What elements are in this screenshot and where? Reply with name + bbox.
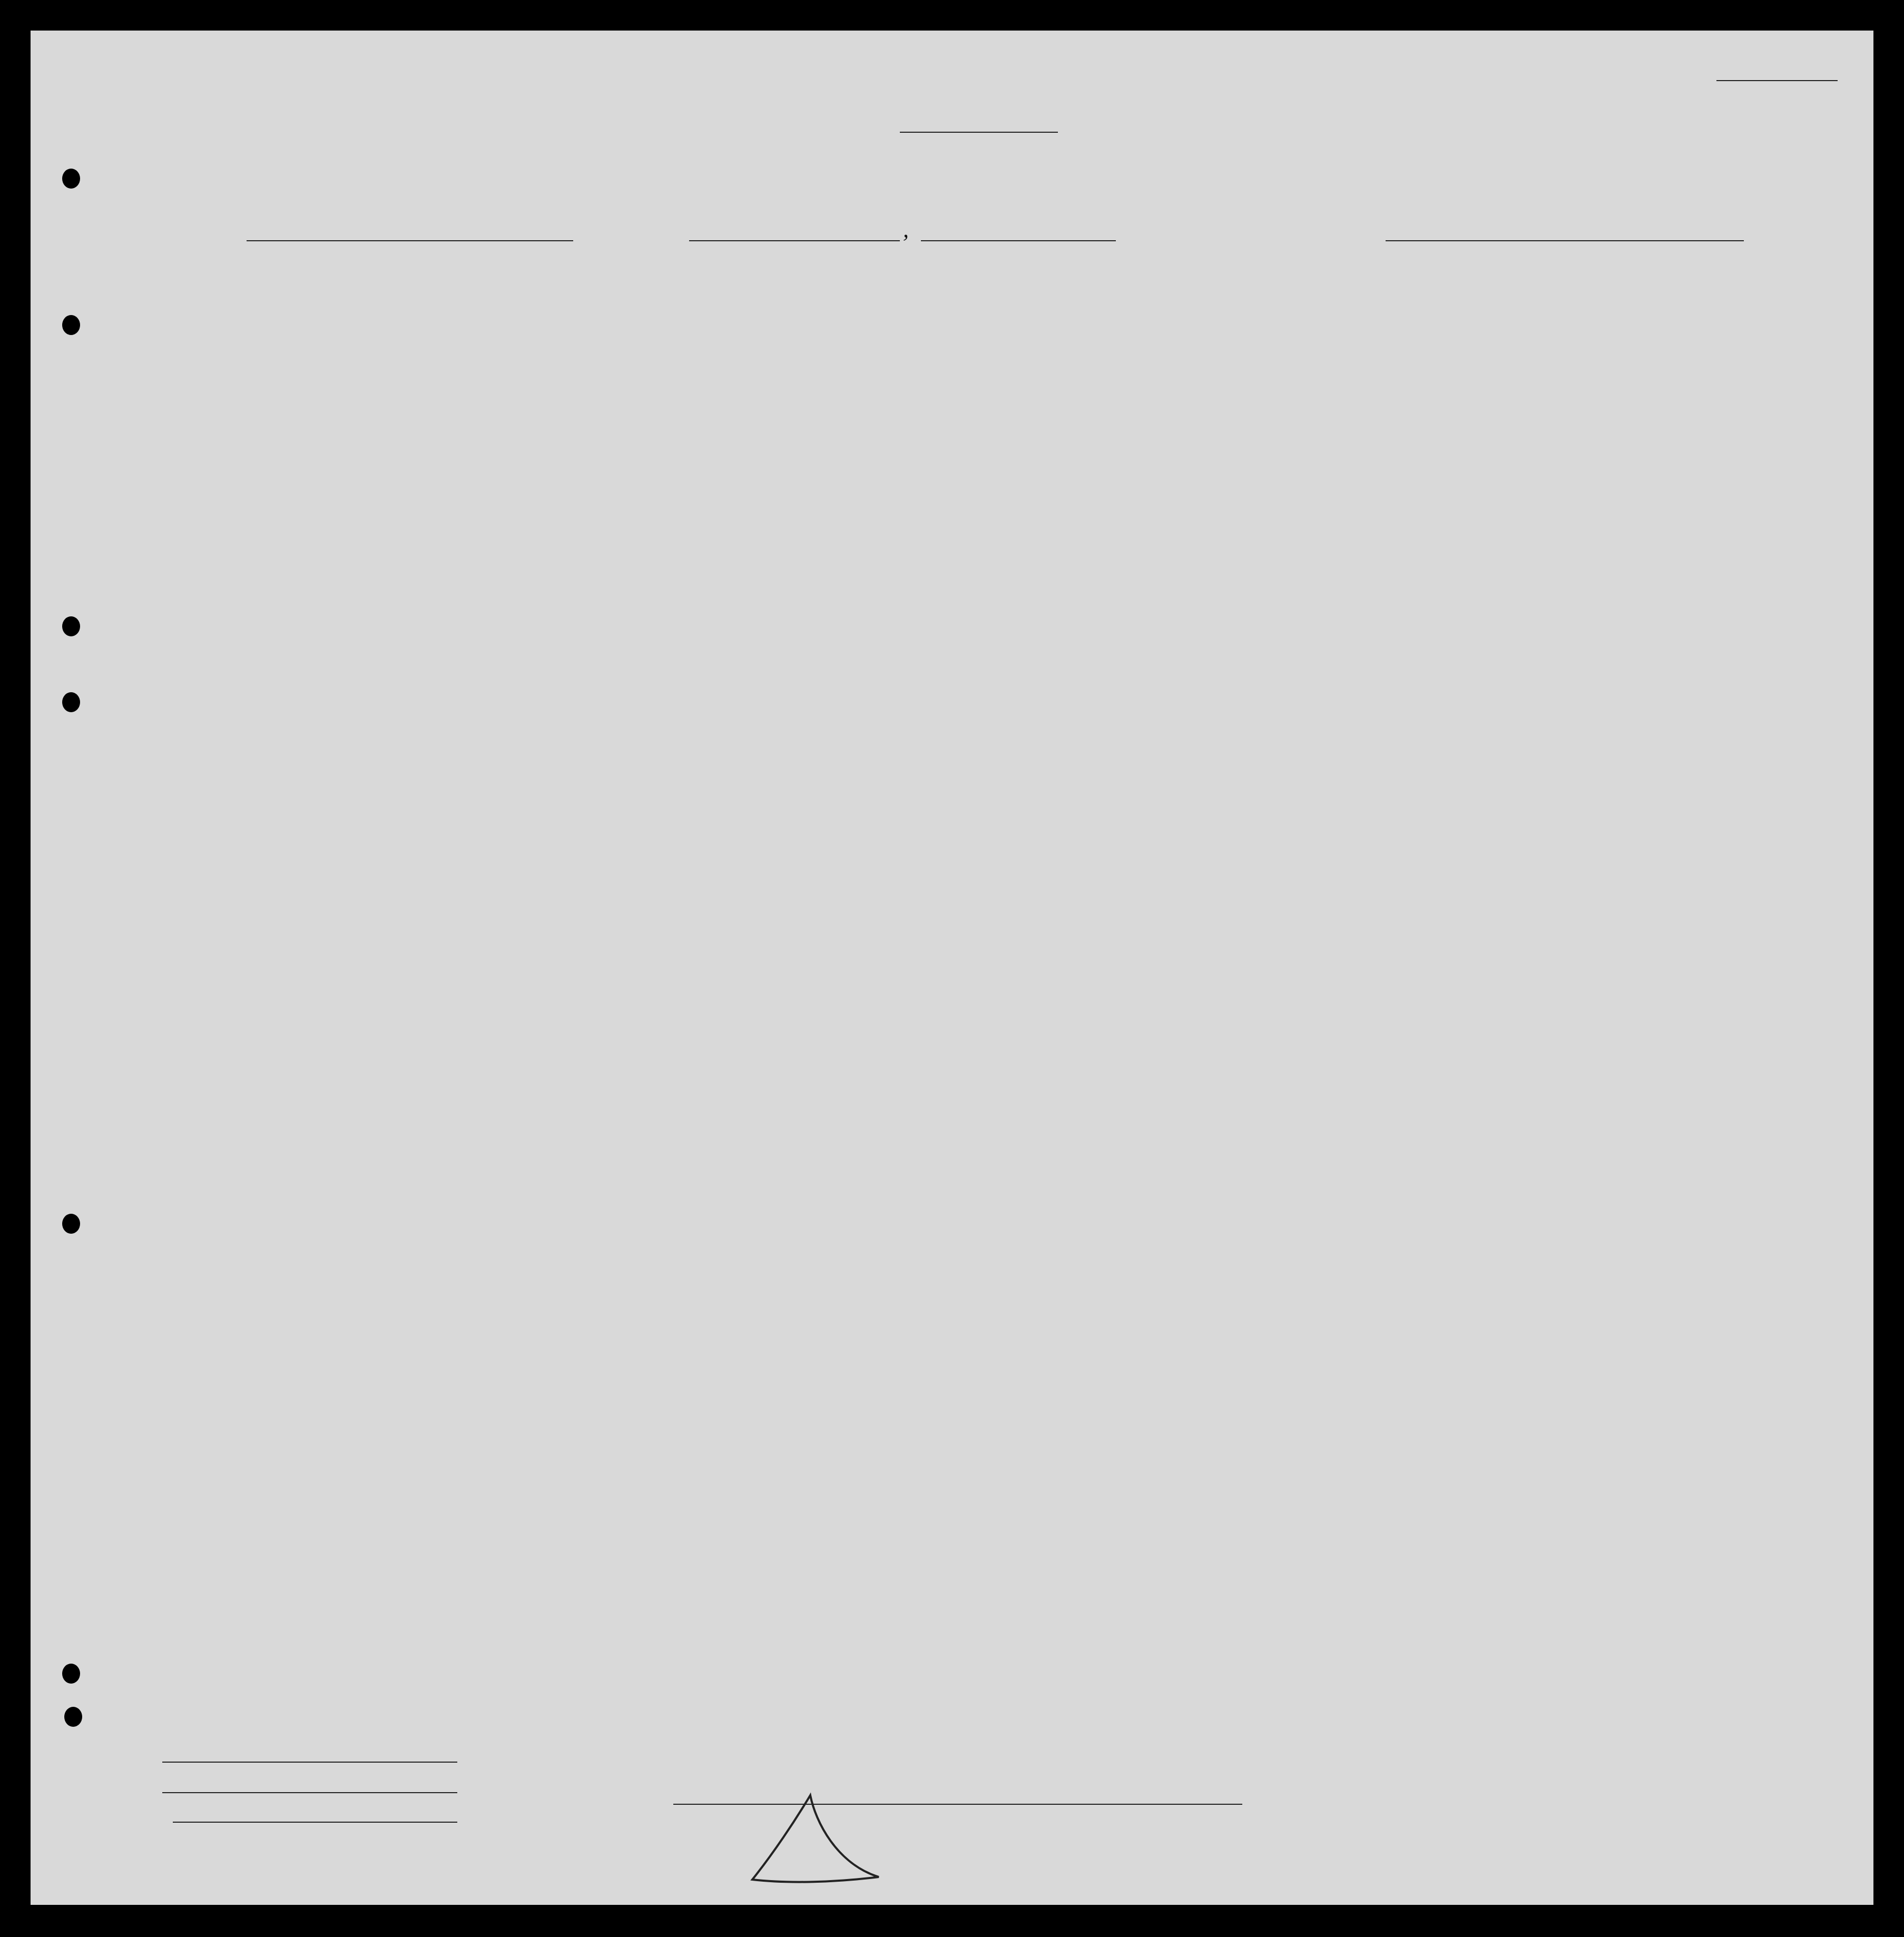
signature-flourish — [721, 1790, 910, 1890]
agents-rule — [173, 1822, 457, 1823]
comma-separator: , — [903, 217, 909, 242]
inspector-rule — [673, 1804, 1242, 1805]
manifest-grid — [31, 31, 1873, 1905]
owners-rule — [162, 1792, 457, 1793]
line-rule — [162, 1762, 457, 1763]
manifest-sheet — [31, 31, 1873, 1905]
